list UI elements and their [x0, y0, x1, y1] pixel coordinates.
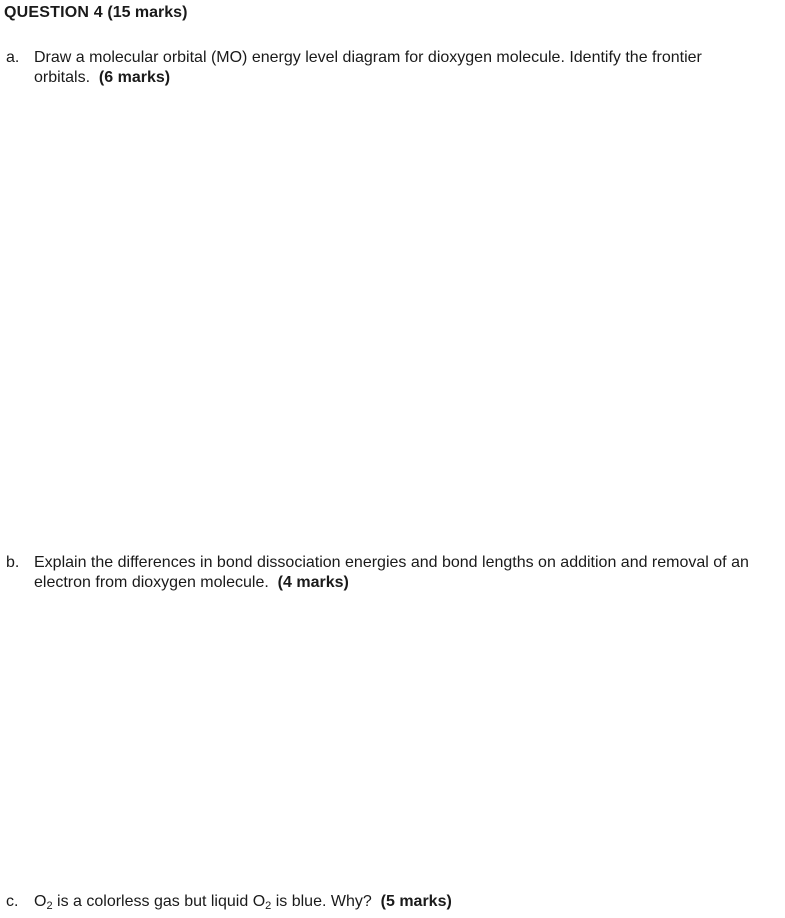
- oxygen-formula: $O_2$: [34, 893, 53, 912]
- part-marks: (4 marks): [277, 574, 349, 591]
- part-prompt-end: is blue. Why?: [271, 893, 372, 910]
- part-prompt: Draw a molecular orbital (MO) energy level diagram for dioxygen molecule. Identify the frontier orbitals.: [34, 49, 702, 86]
- question-heading: [4, 3, 187, 23]
- part-marks: (6 marks): [98, 69, 171, 86]
- part-prompt-mid: is a colorless gas but liquid: [52, 893, 253, 910]
- part-letter: b.: [6, 554, 20, 571]
- part-letter: a.: [6, 49, 20, 66]
- oxygen-formula: $O_2$: [252, 893, 272, 912]
- question-part-b: [0, 553, 785, 593]
- part-text: [34, 553, 782, 593]
- question-part-c: [0, 892, 785, 912]
- question-total-marks: (15 marks): [107, 4, 188, 21]
- part-marks: (5 marks): [380, 893, 452, 910]
- part-text: [34, 892, 782, 912]
- question-part-a: [0, 48, 785, 88]
- question-number: QUESTION 4: [4, 4, 103, 21]
- part-text: [34, 48, 782, 88]
- part-letter: c.: [6, 893, 19, 910]
- part-prompt: Explain the differences in bond dissociation energies and bond lengths on addition and removal of an electron from dioxygen molecule.: [34, 554, 749, 591]
